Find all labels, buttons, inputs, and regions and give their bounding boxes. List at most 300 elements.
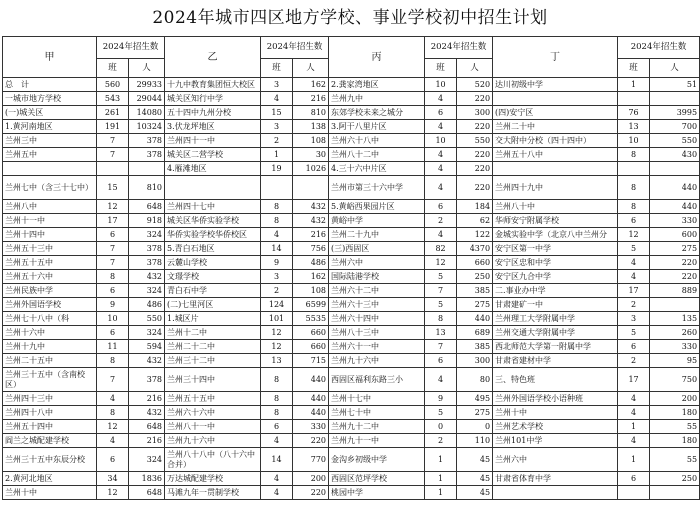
student-count-cell: 440 (293, 368, 329, 392)
school-name-cell: (一)城关区 (3, 106, 97, 120)
student-count-cell: 220 (293, 486, 329, 500)
school-name-cell: 兰州五十六中 (3, 270, 97, 284)
school-name-cell: 兰州八十二中 (329, 148, 425, 162)
student-count-cell: 200 (293, 472, 329, 486)
group-header-ding: 丁 (493, 37, 618, 78)
school-name-cell: (二)七里河区 (165, 298, 261, 312)
enrollment-table (2, 36, 700, 500)
table-row (3, 486, 700, 500)
group-header-bing: 丙 (329, 37, 425, 78)
school-name-cell: 兰州六十三中 (329, 298, 425, 312)
student-count-cell: 324 (129, 448, 165, 472)
class-count-header: 班 (618, 59, 650, 78)
student-count-cell: 216 (293, 92, 329, 106)
student-count-cell: 1026 (293, 162, 329, 176)
student-count-cell: 51 (650, 78, 700, 92)
student-count-cell: 324 (129, 228, 165, 242)
class-count-cell: 4 (425, 120, 457, 134)
student-count-cell: 648 (129, 200, 165, 214)
school-name-cell: 兰州七十八中（科 (3, 312, 97, 326)
student-count-cell: 250 (457, 270, 493, 284)
school-name-cell: 兰州七十中 (329, 406, 425, 420)
student-count-cell: 378 (129, 242, 165, 256)
class-count-cell: 10 (425, 78, 457, 92)
school-name-cell: 3.伏龙坪地区 (165, 120, 261, 134)
student-count-cell (650, 162, 700, 176)
class-count-cell: 4 (425, 92, 457, 106)
student-count-cell: 300 (457, 354, 493, 368)
class-count-cell: 11 (97, 340, 129, 354)
student-count-cell: 29933 (129, 78, 165, 92)
class-count-cell: 7 (97, 134, 129, 148)
class-count-cell: 6 (618, 340, 650, 354)
class-count-cell: 3 (261, 270, 293, 284)
school-name-cell: 兰州十一中 (3, 214, 97, 228)
school-name-cell: 兰州六十一中 (329, 340, 425, 354)
student-count-cell: 162 (293, 270, 329, 284)
school-name-cell: 兰州八十三中 (329, 326, 425, 340)
class-count-cell: 12 (261, 340, 293, 354)
school-name-cell: 兰州九十六中 (165, 434, 261, 448)
class-count-cell: 1 (618, 448, 650, 472)
table-row (3, 120, 700, 134)
school-name-cell: 城关区二营学校 (165, 148, 261, 162)
student-count-cell: 486 (293, 256, 329, 270)
school-name-cell: 兰州十六中 (3, 326, 97, 340)
table-row (3, 472, 700, 486)
school-name-cell (3, 162, 97, 176)
class-count-cell: 4 (261, 92, 293, 106)
class-count-cell: 1 (618, 78, 650, 92)
student-count-cell: 275 (457, 406, 493, 420)
class-count-cell: 5 (425, 406, 457, 420)
student-count-cell: 700 (650, 120, 700, 134)
student-count-cell: 95 (650, 354, 700, 368)
school-name-cell: 兰州十中 (493, 406, 618, 420)
student-count-cell: 3995 (650, 106, 700, 120)
class-count-cell: 12 (261, 326, 293, 340)
student-count-cell: 80 (457, 368, 493, 392)
school-name-cell: 2.黄河北地区 (3, 472, 97, 486)
school-name-cell: 兰州四十七中 (165, 200, 261, 214)
school-name-cell: 兰州五十五中 (165, 392, 261, 406)
student-count-cell: 110 (457, 434, 493, 448)
school-name-cell: 4.雁滩地区 (165, 162, 261, 176)
school-name-cell: 二.事业办中学 (493, 284, 618, 298)
school-name-cell (165, 176, 261, 200)
table-row (3, 298, 700, 312)
class-count-cell: 2 (261, 134, 293, 148)
school-name-cell: 阎兰之城配建学校 (3, 434, 97, 448)
student-count-cell: 300 (457, 106, 493, 120)
student-count-cell: 440 (293, 406, 329, 420)
student-count-cell: 750 (650, 368, 700, 392)
school-name-cell: 总 计 (3, 78, 97, 92)
student-count-cell: 135 (650, 312, 700, 326)
class-count-cell: 4 (425, 176, 457, 200)
class-count-cell: 7 (425, 284, 457, 298)
class-count-cell: 8 (618, 176, 650, 200)
class-count-cell: 0 (425, 420, 457, 434)
class-count-cell: 101 (261, 312, 293, 326)
student-count-cell: 10324 (129, 120, 165, 134)
student-count-cell: 378 (129, 256, 165, 270)
class-count-cell: 6 (97, 284, 129, 298)
school-name-cell: 兰州五十三中 (3, 242, 97, 256)
school-name-cell: 5.青白石地区 (165, 242, 261, 256)
class-count-cell (618, 162, 650, 176)
school-name-cell: 兰州十四中 (3, 228, 97, 242)
class-count-cell: 8 (97, 270, 129, 284)
student-count-cell: 550 (129, 312, 165, 326)
student-count-cell: 520 (457, 78, 493, 92)
student-count-cell: 216 (293, 228, 329, 242)
school-name-cell: 西固区范坪学校 (329, 472, 425, 486)
school-name-cell: 西固区福利东路三小 (329, 368, 425, 392)
student-count-cell: 260 (650, 326, 700, 340)
student-count-cell: 108 (293, 134, 329, 148)
school-name-cell (493, 162, 618, 176)
school-name-cell: 兰州五十八中 (493, 148, 618, 162)
class-count-cell: 6 (425, 200, 457, 214)
school-name-cell: 兰州九十二中 (329, 420, 425, 434)
class-count-cell (97, 162, 129, 176)
school-name-cell: 2.龚家湾地区 (329, 78, 425, 92)
school-name-cell: 兰州六十二中 (329, 284, 425, 298)
student-count-cell: 122 (457, 228, 493, 242)
school-name-cell: 甘肃省建材中学 (493, 354, 618, 368)
class-count-cell: 1 (618, 420, 650, 434)
class-count-cell (618, 486, 650, 500)
class-count-cell: 543 (97, 92, 129, 106)
table-row (3, 420, 700, 434)
class-count-cell: 9 (425, 392, 457, 406)
page-title: 2024年城市四区地方学校、事业学校初中招生计划 (152, 8, 548, 28)
school-name-cell: 兰州外国语学校小语种班 (493, 392, 618, 406)
school-name-cell: 金城实验中学（北京八中兰州分 (493, 228, 618, 242)
class-count-cell: 7 (97, 242, 129, 256)
class-count-cell: 7 (97, 256, 129, 270)
student-count-cell: 324 (129, 326, 165, 340)
table-row (3, 270, 700, 284)
school-name-cell: 兰州理工大学附属中学 (493, 312, 618, 326)
student-count-cell: 220 (457, 120, 493, 134)
student-count-cell: 220 (650, 270, 700, 284)
school-name-cell: 兰州三十五中（含南校区） (3, 368, 97, 392)
school-name-cell: 兰州民族中学 (3, 284, 97, 298)
class-count-cell: 8 (261, 214, 293, 228)
school-name-cell: 兰州六中 (493, 448, 618, 472)
school-name-cell: 3.阿干八里片区 (329, 120, 425, 134)
table-row (3, 392, 700, 406)
school-name-cell: 三、特色班 (493, 368, 618, 392)
school-name-cell: 4.三十六中片区 (329, 162, 425, 176)
student-count-cell: 432 (129, 406, 165, 420)
school-name-cell: 兰州艺术学校 (493, 420, 618, 434)
class-count-cell: 4 (425, 162, 457, 176)
student-count-cell: 550 (457, 134, 493, 148)
table-row (3, 354, 700, 368)
class-count-cell: 2 (618, 298, 650, 312)
school-name-cell: 兰州二十九中 (329, 228, 425, 242)
class-count-cell: 4 (618, 434, 650, 448)
table-row (3, 214, 700, 228)
class-count-cell: 6 (97, 448, 129, 472)
class-count-cell: 12 (97, 486, 129, 500)
class-count-cell: 4 (618, 392, 650, 406)
class-count-cell: 191 (97, 120, 129, 134)
table-row (3, 106, 700, 120)
student-count-cell: 689 (457, 326, 493, 340)
school-name-cell: 兰州四十八中 (3, 406, 97, 420)
school-name-cell: 兰州十九中 (3, 340, 97, 354)
table-row (3, 228, 700, 242)
student-count-cell: 324 (129, 284, 165, 298)
class-count-cell: 5 (425, 298, 457, 312)
class-count-cell: 7 (97, 368, 129, 392)
student-count-cell: 715 (293, 354, 329, 368)
class-count-cell: 10 (425, 134, 457, 148)
student-count-cell: 385 (457, 340, 493, 354)
class-count-cell: 14 (261, 448, 293, 472)
table-body (3, 78, 700, 500)
school-name-cell: 桃园中学 (329, 486, 425, 500)
student-count-cell: 648 (129, 420, 165, 434)
school-name-cell: 兰州九十一中 (329, 434, 425, 448)
school-name-cell: 兰州三十四中 (165, 368, 261, 392)
student-count-cell: 55 (650, 448, 700, 472)
table-row (3, 92, 700, 106)
school-name-cell: 华师安宁附属学校 (493, 214, 618, 228)
class-count-cell: 3 (261, 120, 293, 134)
school-name-cell: 兰州九十六中 (329, 354, 425, 368)
school-name-cell: 兰州交通大学附属中学 (493, 326, 618, 340)
class-count-cell: 6 (261, 420, 293, 434)
school-name-cell: 兰州四十三中 (3, 392, 97, 406)
student-count-cell: 5535 (293, 312, 329, 326)
class-count-cell: 4 (97, 434, 129, 448)
school-name-cell: 兰州五中 (3, 148, 97, 162)
plan-header: 2024年招生数 (618, 37, 700, 59)
school-name-cell: 1.黄河南地区 (3, 120, 97, 134)
school-name-cell: 国际陆港学校 (329, 270, 425, 284)
class-count-cell: 1 (425, 472, 457, 486)
student-count-cell: 756 (293, 242, 329, 256)
school-name-cell: 金沟乡初级中学 (329, 448, 425, 472)
student-count-cell: 184 (457, 200, 493, 214)
student-count-cell: 55 (650, 420, 700, 434)
student-count-cell: 432 (129, 270, 165, 284)
class-count-cell: 8 (97, 354, 129, 368)
class-count-cell: 4 (618, 256, 650, 270)
class-count-cell: 8 (261, 406, 293, 420)
class-count-cell: 4 (425, 148, 457, 162)
class-count-cell: 19 (261, 162, 293, 176)
student-count-cell: 138 (293, 120, 329, 134)
student-count-cell: 220 (293, 434, 329, 448)
table-row (3, 78, 700, 92)
student-count-header: 人 (650, 59, 700, 78)
student-count-cell: 810 (293, 106, 329, 120)
class-count-cell: 13 (425, 326, 457, 340)
student-count-cell: 378 (129, 134, 165, 148)
school-name-cell: 兰州八十一中 (165, 420, 261, 434)
class-count-cell: 8 (261, 392, 293, 406)
class-count-cell: 560 (97, 78, 129, 92)
student-count-cell: 250 (650, 472, 700, 486)
school-name-cell: (三)西固区 (329, 242, 425, 256)
class-count-cell: 13 (261, 354, 293, 368)
school-name-cell: 兰州二十中 (493, 120, 618, 134)
class-count-cell: 8 (261, 200, 293, 214)
student-count-header: 人 (293, 59, 329, 78)
table-row (3, 312, 700, 326)
class-count-cell: 6 (618, 472, 650, 486)
student-count-cell (293, 176, 329, 200)
school-name-cell: 兰州六十四中 (329, 312, 425, 326)
class-count-cell: 34 (97, 472, 129, 486)
student-count-cell: 600 (650, 228, 700, 242)
student-count-cell: 330 (293, 420, 329, 434)
student-count-cell: 486 (129, 298, 165, 312)
table-row (3, 134, 700, 148)
school-name-cell: 达川初级中学 (493, 78, 618, 92)
school-name-cell: 甘肃建矿一中 (493, 298, 618, 312)
student-count-cell: 216 (129, 434, 165, 448)
student-count-cell: 440 (650, 200, 700, 214)
school-name-cell: 甘肃省体育中学 (493, 472, 618, 486)
plan-header: 2024年招生数 (97, 37, 165, 59)
school-name-cell: 兰州四十九中 (493, 176, 618, 200)
student-count-cell: 108 (293, 284, 329, 298)
class-count-header: 班 (97, 59, 129, 78)
class-count-cell: 4 (261, 228, 293, 242)
class-count-cell: 12 (618, 228, 650, 242)
class-count-cell: 1 (261, 148, 293, 162)
school-name-cell: 兰州八中 (3, 200, 97, 214)
school-name-cell: 马滩九年一贯制学校 (165, 486, 261, 500)
school-name-cell: 兰州八十中 (493, 200, 618, 214)
student-count-cell (129, 162, 165, 176)
school-name-cell: 兰州外国语学校 (3, 298, 97, 312)
class-count-cell: 9 (97, 298, 129, 312)
student-count-cell: 889 (650, 284, 700, 298)
student-count-cell: 430 (650, 148, 700, 162)
school-name-cell: 兰州七中（含三十七中） (3, 176, 97, 200)
student-count-cell: 275 (650, 242, 700, 256)
class-count-cell: 4 (618, 406, 650, 420)
school-name-cell: 兰州二十二中 (165, 340, 261, 354)
student-count-cell: 275 (457, 298, 493, 312)
school-name-cell: 兰州五十四中 (3, 420, 97, 434)
class-count-cell: 1 (425, 448, 457, 472)
class-count-cell: 15 (261, 106, 293, 120)
school-name-cell: 兰州八十八中（八十六中合并） (165, 448, 261, 472)
class-count-cell: 10 (97, 312, 129, 326)
class-count-header: 班 (261, 59, 293, 78)
class-count-cell: 17 (618, 368, 650, 392)
class-count-cell: 9 (261, 256, 293, 270)
table-row (3, 284, 700, 298)
school-name-cell: 兰州五十五中 (3, 256, 97, 270)
table-row (3, 162, 700, 176)
student-count-cell: 432 (293, 214, 329, 228)
plan-header: 2024年招生数 (425, 37, 493, 59)
student-count-cell: 0 (457, 420, 493, 434)
school-name-cell: 1.城区片 (165, 312, 261, 326)
table-row (3, 368, 700, 392)
class-count-cell: 5 (618, 242, 650, 256)
table-row (3, 176, 700, 200)
class-count-cell: 5 (425, 270, 457, 284)
school-name-cell: 兰州六十八中 (329, 134, 425, 148)
student-count-cell: 810 (129, 176, 165, 200)
student-count-cell: 385 (457, 284, 493, 298)
class-count-cell: 13 (618, 120, 650, 134)
class-count-cell (261, 176, 293, 200)
student-count-cell: 30 (293, 148, 329, 162)
school-name-cell: 兰州101中学 (493, 434, 618, 448)
student-count-cell: 770 (293, 448, 329, 472)
student-count-cell: 918 (129, 214, 165, 228)
school-name-cell (493, 92, 618, 106)
class-count-cell: 4 (97, 392, 129, 406)
table-row (3, 242, 700, 256)
class-count-cell: 6 (425, 106, 457, 120)
class-count-cell: 7 (425, 340, 457, 354)
school-name-cell: 兰州九中 (329, 92, 425, 106)
table-row (3, 200, 700, 214)
class-count-cell: 82 (425, 242, 457, 256)
school-name-cell: 文璟学校 (165, 270, 261, 284)
class-count-cell: 1 (425, 486, 457, 500)
student-count-cell: 162 (293, 78, 329, 92)
school-name-cell: 一城市地方学校 (3, 92, 97, 106)
student-count-cell: 200 (650, 392, 700, 406)
school-name-cell: 黄峪中学 (329, 214, 425, 228)
class-count-cell: 2 (425, 434, 457, 448)
class-count-cell: 6 (97, 228, 129, 242)
school-name-cell: 万达城配建学校 (165, 472, 261, 486)
student-count-cell: 660 (293, 340, 329, 354)
class-count-cell: 4 (261, 486, 293, 500)
class-count-cell: 7 (97, 148, 129, 162)
student-count-cell (650, 298, 700, 312)
student-count-cell: 45 (457, 486, 493, 500)
table-row (3, 340, 700, 354)
class-count-cell: 8 (97, 406, 129, 420)
class-count-cell: 76 (618, 106, 650, 120)
school-name-cell: 兰州十二中 (165, 326, 261, 340)
student-count-cell: 6599 (293, 298, 329, 312)
class-count-cell: 8 (618, 200, 650, 214)
school-name-cell: 兰州六十六中 (165, 406, 261, 420)
student-count-cell: 594 (129, 340, 165, 354)
class-count-cell: 17 (97, 214, 129, 228)
student-count-cell: 180 (650, 406, 700, 420)
class-count-cell: 3 (261, 78, 293, 92)
school-name-cell: 交大附中分校（四十四中） (493, 134, 618, 148)
class-count-cell: 124 (261, 298, 293, 312)
class-count-cell: 4 (261, 472, 293, 486)
student-count-cell: 220 (457, 162, 493, 176)
table-row (3, 148, 700, 162)
student-count-cell: 330 (650, 340, 700, 354)
school-name-cell: 西北师范大学第一附属中学 (493, 340, 618, 354)
group-header-yi: 乙 (165, 37, 261, 78)
school-name-cell: 兰州六中 (329, 256, 425, 270)
school-name-cell: 5.黄峪西果园片区 (329, 200, 425, 214)
